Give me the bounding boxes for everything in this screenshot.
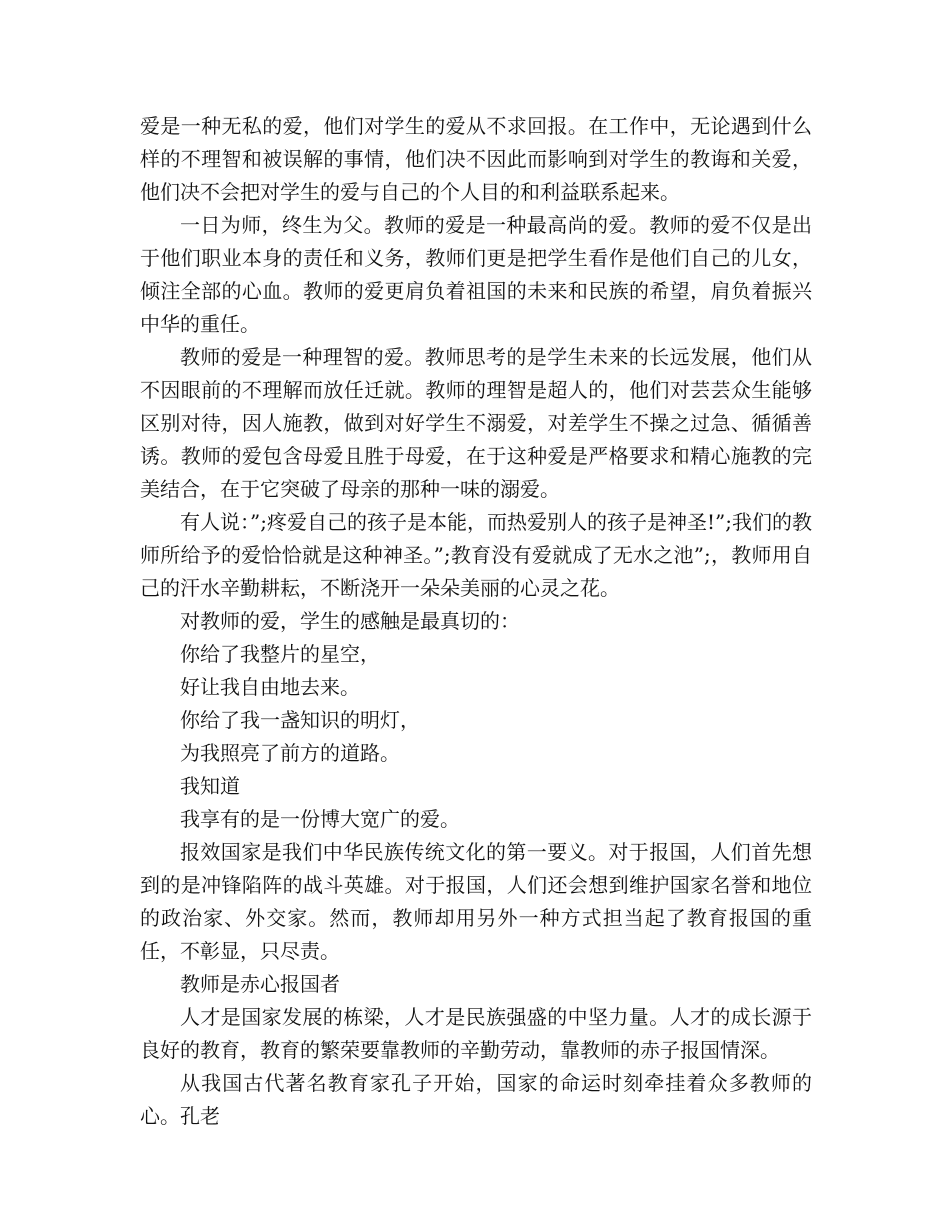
paragraph: 教师的爱是一种理智的爱。教师思考的是学生未来的长远发展，他们从不因眼前的不理解而放任迁就。教师的理智是超人的，他们对芸芸众生能够区别对待，因人施教，做到对好学生不溺爱，对差学生不操之过急、循循善诱。教师的爱包含母爱且胜于母爱，在于这种爱是严格要求和精心施教的完美结合，在于它突破了母亲的那种一味的溺爱。 xyxy=(140,345,812,501)
paragraph: 爱是一种无私的爱，他们对学生的爱从不求回报。在工作中，无论遇到什么样的不理智和被误解的事情，他们决不因此而影响到对学生的教诲和关爱，他们决不会把对学生的爱与自己的个人目的和利益联系起来。 xyxy=(140,114,812,204)
paragraph: 有人说：”;疼爱自己的孩子是本能，而热爱别人的孩子是神圣!”;我们的教师所给予的爱恰恰就是这种神圣。”;教育没有爱就成了无水之池”;，教师用自己的汗水辛勤耕耘，不断浇开一朵朵美丽的心灵之花。 xyxy=(140,510,812,600)
poem-line: 我知道 xyxy=(180,774,240,798)
poem-line: 你给了我一盏知识的明灯， xyxy=(180,708,420,732)
document-page xyxy=(140,110,812,1133)
paragraph: 一日为师，终生为父。教师的爱是一种最高尚的爱。教师的爱不仅是出于他们职业本身的责任和义务，教师们更是把学生看作是他们自己的儿女，倾注全部的心血。教师的爱更肩负着祖国的未来和民族的希望，肩负着振兴中华的重任。 xyxy=(140,213,812,336)
section-heading: 教师是赤心报国者 xyxy=(180,972,340,996)
poem-line: 我享有的是一份博大宽广的爱。 xyxy=(180,807,460,831)
paragraph: 人才是国家发展的栋梁，人才是民族强盛的中坚力量。人才的成长源于良好的教育，教育的繁荣要靠教师的辛勤劳动，靠教师的赤子报国情深。 xyxy=(140,1005,812,1062)
poem-line: 为我照亮了前方的道路。 xyxy=(180,741,400,765)
paragraph: 从我国古代著名教育家孔子开始，国家的命运时刻牵挂着众多教师的心。孔老 xyxy=(140,1071,812,1128)
paragraph: 对教师的爱，学生的感触是最真切的： xyxy=(180,609,520,633)
poem-line: 好让我自由地去来。 xyxy=(180,675,360,699)
poem-line: 你给了我整片的星空， xyxy=(180,642,380,666)
paragraph: 报效国家是我们中华民族传统文化的第一要义。对于报国，人们首先想到的是冲锋陷阵的战斗英雄。对于报国，人们还会想到维护国家名誉和地位的政治家、外交家。然而，教师却用另外一种方式担当起了教育报国的重任，不彰显，只尽责。 xyxy=(140,840,812,963)
